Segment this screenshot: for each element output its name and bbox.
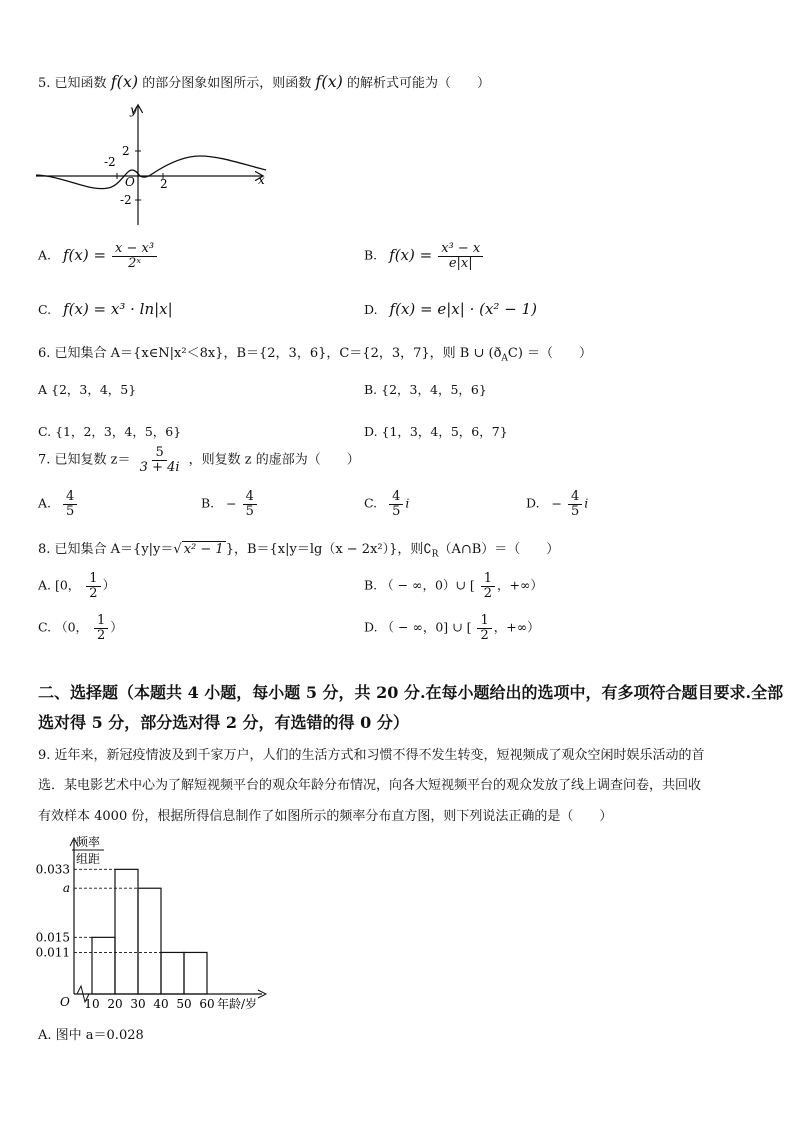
q9-option-a[interactable]: A. 图中 a＝0.028: [38, 1028, 144, 1043]
tick-x-pos-label: 2: [160, 177, 168, 191]
q5-fx-2: f(x): [315, 72, 343, 91]
section-2-heading-line2: 选对得 5 分，部分选对得 2 分，有选错的得 0 分）: [38, 713, 409, 732]
q7-d-fraction: [568, 490, 582, 518]
q7-option-d[interactable]: [526, 490, 588, 518]
y-tick-label: a: [62, 881, 70, 896]
q8-d-fraction: [477, 614, 491, 642]
q7-d-minus: −: [551, 495, 563, 511]
option-label: D.: [364, 302, 378, 317]
q5-option-d[interactable]: [364, 300, 537, 318]
q9-line1: 9. 近年来，新冠疫情波及到千家万户，人们的生活方式和习惯不得不发生转变，短视频成了观众空闲时娱乐活动的首: [38, 748, 705, 763]
x-tick-label: 30: [130, 997, 146, 1010]
q8-b-pre: B. （ − ∞，0）∪ [: [364, 577, 475, 593]
q8-option-a[interactable]: [38, 572, 115, 600]
q8-c-pre: C. （0，: [38, 619, 89, 635]
histogram-bar: [161, 952, 184, 994]
q8-d-den: 2: [480, 627, 489, 643]
q9-line3: 有效样本 4000 份，根据所得信息制作了如图所示的频率分布直方图，则下列说法正确的是（ ）: [38, 809, 613, 824]
q8-b-fraction: [481, 572, 495, 600]
q6-stem: [38, 342, 592, 364]
y-axis-label: y: [130, 103, 137, 117]
q7-b-minus: −: [226, 495, 237, 511]
q9-line2: 选．某电影艺术中心为了解短视频平台的观众年龄分布情况，向各大短视频平台的观众发放了线上调查问卷，共回收: [38, 778, 702, 793]
function-curve: [36, 156, 266, 189]
q8-b-den: 2: [483, 585, 493, 601]
q8-a-post: ）: [102, 577, 116, 593]
y-axis-label-top: 频率: [76, 835, 101, 849]
x-axis-label: x: [258, 173, 265, 187]
q5-stem-post: 的解析式可能为（ ）: [347, 76, 491, 91]
q8-a-pre: A. [0，: [38, 577, 81, 593]
q5-d-expr: f(x) = e|x| · (x² − 1): [389, 300, 537, 318]
x-tick-label: 40: [153, 997, 169, 1010]
q6-stem-text: 6. 已知集合 A＝{x∈N|x²＜8x}，B＝{2，3，6}，C＝{2，3，7}，则 B ∪ (ð: [38, 346, 502, 361]
q5-a-num: x − x³: [112, 242, 157, 257]
y-axis-label-bottom: 组距: [76, 852, 101, 866]
sqrt-sign: √: [173, 542, 182, 557]
origin-label: O: [125, 175, 135, 189]
q5-a-fraction: [112, 242, 157, 270]
option-label: B.: [364, 247, 378, 263]
q6-option-c[interactable]: C. {1，2，3，4，5，6}: [38, 424, 182, 439]
q7-d-den: 5: [571, 503, 580, 519]
q5-fx-1: f(x): [110, 72, 139, 91]
q7-frac-den: 3 + 4i: [139, 459, 180, 475]
x-tick-label: 10: [84, 997, 100, 1010]
q6-stem-end: C) ＝（ ）: [507, 346, 593, 361]
option-label: A.: [38, 495, 52, 511]
option-label: D.: [526, 495, 540, 511]
q5-stem-mid: 的部分图象如图所示，则函数: [142, 76, 312, 91]
q8-sqrt-body: x² − 1: [183, 542, 224, 557]
q8-b-post: ，+∞）: [497, 577, 543, 593]
q8-d-post: ，+∞）: [493, 619, 540, 635]
q7-stem: [38, 446, 360, 474]
tick-x-neg-label: -2: [104, 155, 116, 169]
q5-stem-pre: 5. 已知函数: [38, 76, 107, 91]
q7-c-fraction: [389, 490, 403, 518]
origin-label: O: [60, 995, 70, 1009]
q5-function-graph: [34, 100, 270, 228]
q8-option-b[interactable]: [364, 572, 543, 600]
x-tick-label: 50: [176, 997, 192, 1010]
histogram-bar: [184, 952, 207, 994]
q5-option-a[interactable]: [38, 242, 159, 270]
q6-option-a[interactable]: A {2，3，4，5}: [38, 382, 137, 397]
q6-option-d[interactable]: D. {1，3，4，5，6，7}: [364, 424, 508, 439]
q7-option-a[interactable]: [38, 490, 79, 518]
frequency-histogram: [34, 834, 274, 1010]
q7-option-b[interactable]: [201, 490, 259, 518]
q7-d-i: i: [584, 495, 589, 511]
y-tick-label: 0.033: [35, 862, 70, 877]
q8-a-den: 2: [89, 585, 98, 601]
q5-stem: [38, 72, 490, 91]
q5-b-fraction: [438, 242, 483, 270]
x-tick-label: 60: [199, 997, 215, 1010]
q7-frac-num: 5: [152, 446, 166, 461]
option-label: C.: [38, 302, 52, 317]
q5-a-lhs: f(x) =: [63, 245, 107, 264]
q8-stem-mid: }，B＝{x|y＝lg（x − 2x²）}，则∁: [225, 542, 432, 557]
q8-d-pre: D. （ − ∞，0] ∪ [: [364, 619, 472, 635]
histogram-bar: [138, 888, 161, 994]
q8-d-num: 1: [477, 614, 491, 629]
q7-a-num: 4: [63, 490, 77, 505]
q6-stem-sub: A: [501, 353, 508, 364]
q5-b-lhs: f(x) =: [389, 245, 433, 264]
q8-option-d[interactable]: [364, 614, 540, 642]
q7-option-c[interactable]: [364, 490, 409, 518]
q7-c-i: i: [405, 495, 410, 511]
q5-option-b[interactable]: [364, 242, 485, 270]
option-label: A.: [38, 247, 52, 263]
q8-a-num: 1: [86, 572, 100, 587]
q7-c-den: 5: [392, 503, 401, 519]
q8-c-den: 2: [97, 627, 106, 643]
q8-c-post: ）: [110, 619, 123, 635]
q7-b-num: 4: [243, 490, 257, 505]
q7-fraction: [137, 446, 183, 474]
q5-b-den: e|x|: [448, 255, 473, 271]
q5-b-num: x³ − x: [438, 242, 483, 257]
q7-b-den: 5: [245, 503, 254, 519]
histogram-bar: [92, 937, 115, 994]
q7-b-fraction: [243, 490, 257, 518]
q8-b-num: 1: [481, 572, 495, 587]
q8-c-num: 1: [94, 614, 108, 629]
q8-stem-sub: R: [431, 549, 439, 560]
q7-c-num: 4: [389, 490, 403, 505]
q8-stem-end: （A∩B）＝（ ）: [438, 542, 560, 557]
q8-a-fraction: [86, 572, 100, 600]
q8-stem: [38, 538, 559, 560]
x-tick-label: 20: [107, 997, 123, 1010]
q7-d-num: 4: [568, 490, 582, 505]
y-tick-label: 0.015: [35, 930, 70, 945]
q5-c-expr: f(x) = x³ · ln|x|: [63, 300, 173, 318]
q8-stem-pre: 8. 已知集合 A＝{y|y＝: [38, 542, 174, 557]
q7-stem-pre: 7. 已知复数 z＝: [38, 452, 131, 468]
q8-option-c[interactable]: [38, 614, 123, 642]
q7-a-fraction: [63, 490, 77, 518]
q5-option-c[interactable]: [38, 300, 173, 318]
q6-option-b[interactable]: B. {2，3，4，5，6}: [364, 382, 487, 397]
tick-y-pos-label: 2: [122, 144, 130, 158]
q7-a-den: 5: [66, 503, 75, 519]
x-axis-label: 年龄/岁: [217, 997, 258, 1010]
q7-stem-post: ，则复数 z 的虚部为（ ）: [188, 452, 360, 468]
section-2-heading-line1: 二、选择题（本题共 4 小题，每小题 5 分，共 20 分.在每小题给出的选项中，有多项符合题目要求.全部: [38, 683, 784, 702]
option-label: C.: [364, 495, 378, 511]
q8-c-fraction: [94, 614, 108, 642]
y-tick-label: 0.011: [35, 945, 70, 960]
tick-y-neg-label: -2: [120, 193, 132, 207]
option-label: B.: [201, 495, 215, 511]
q5-a-den: 2ˣ: [128, 255, 142, 271]
